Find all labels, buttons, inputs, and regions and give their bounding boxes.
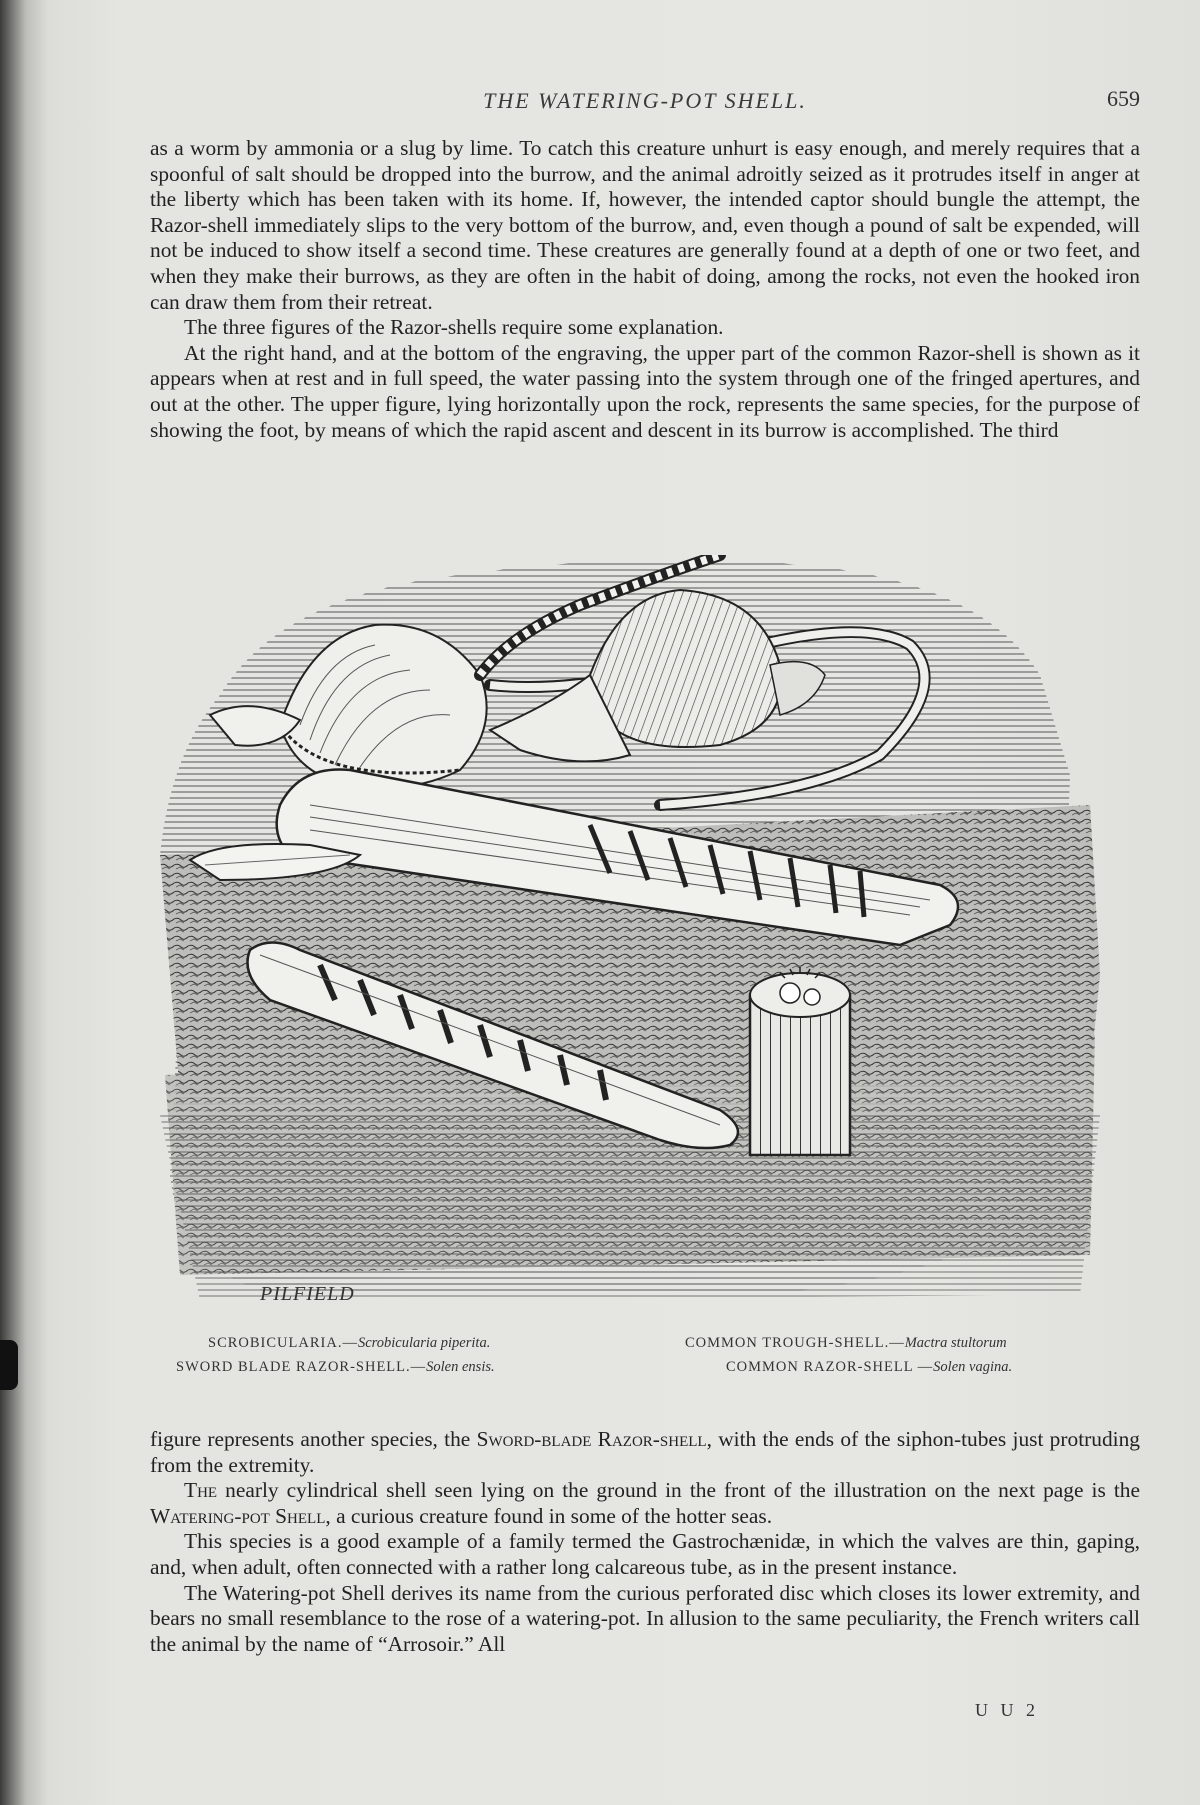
bottom-text-block (150, 1427, 1140, 1657)
caption-latin: Scrobicularia piperita. (357, 1335, 491, 1351)
paragraph (150, 1427, 1140, 1478)
signature-mark: U U 2 (975, 1700, 1039, 1720)
paragraph: This species is a good example of a family termed the Gastrochænidæ, in which the valves are thin, gaping, and, when adult, often connected with a rather long calcareous tube, as in the present instance. (150, 1529, 1140, 1579)
paragraph (150, 1478, 1140, 1529)
caption-name: COMMON TROUGH-SHELL.— (685, 1335, 905, 1351)
text-run: nearly cylindrical shell seen lying on the ground in the front of the illustration on the next page is the (217, 1478, 1140, 1503)
text-run: , with the ends of the siphon-tubes just protruding from the extremity. (150, 1427, 1140, 1477)
paragraph: The three figures of the Razor-shells require some explanation. (184, 315, 724, 340)
text-run: , a curious creature found in some of the hotter seas. (325, 1503, 773, 1528)
text-run: figure represents another species, the (150, 1427, 477, 1451)
binding-shadow (0, 1340, 18, 1390)
caption-latin: Solen ensis. (426, 1359, 495, 1375)
small-caps-term: Sword-blade Razor-shell (476, 1427, 707, 1451)
caption-name: SCROBICULARIA.— (208, 1335, 358, 1351)
paragraph: The Watering-pot Shell derives its name from the curious perforated disc which closes its lower extremity, and bears no small resemblance to the rose of a watering-pot. In allusion to the same peculiarity, the French writers call the animal by the name of “Arrosoir.” All (150, 1580, 1140, 1656)
engraver-signature: PILFIELD (260, 1283, 355, 1305)
caption-scrobicularia (208, 1335, 490, 1352)
page-header (150, 84, 1140, 124)
caption-sword-blade (176, 1359, 495, 1376)
caption-trough-shell (685, 1335, 1007, 1352)
small-caps-term: Watering-pot Shell (150, 1503, 326, 1528)
page-number: 659 (1107, 86, 1140, 111)
shell-engraving (160, 555, 1110, 1320)
caption-name: SWORD BLADE RAZOR-SHELL.— (176, 1359, 427, 1375)
caption-name: COMMON RAZOR-SHELL — (726, 1359, 934, 1375)
running-head: THE WATERING-POT SHELL. (483, 88, 807, 113)
caption-latin: Solen vagina. (933, 1359, 1013, 1375)
paragraph: as a worm by ammonia or a slug by lime. To catch this creature unhurt is easy enough, and merely requires that a spoonful of salt should be dropped into the burrow, and the animal adroitly seized as it protrudes itself in anger at the liberty which has been taken with its home. If, however, the intended captor should bungle the attempt, the Razor-shell immediately slips to the very bottom of the burrow, and, even though a pound of salt be expended, will not be induced to show itself a second time. These creatures are generally found at a depth of one or two feet, and when they make their burrows, as they are often in the habit of doing, among the rocks, not even the hooked iron can draw them from their retreat. (150, 136, 1140, 314)
top-text-block (150, 136, 1140, 443)
figure-captions (150, 1335, 1140, 1385)
small-caps-lead: The (184, 1478, 218, 1503)
caption-razor-shell (726, 1359, 1012, 1376)
paragraph: At the right hand, and at the bottom of the engraving, the upper part of the common Razor-shell is shown as it appears when at rest and in full speed, the water passing into the system through one of the fringed apertures, and out at the other. The upper figure, lying horizontally upon the rock, represents the same species, for the purpose of showing the foot, by means of which the rapid ascent and descent in its burrow is accomplished. The third (150, 340, 1140, 442)
caption-latin: Mactra stultorum (904, 1335, 1007, 1351)
